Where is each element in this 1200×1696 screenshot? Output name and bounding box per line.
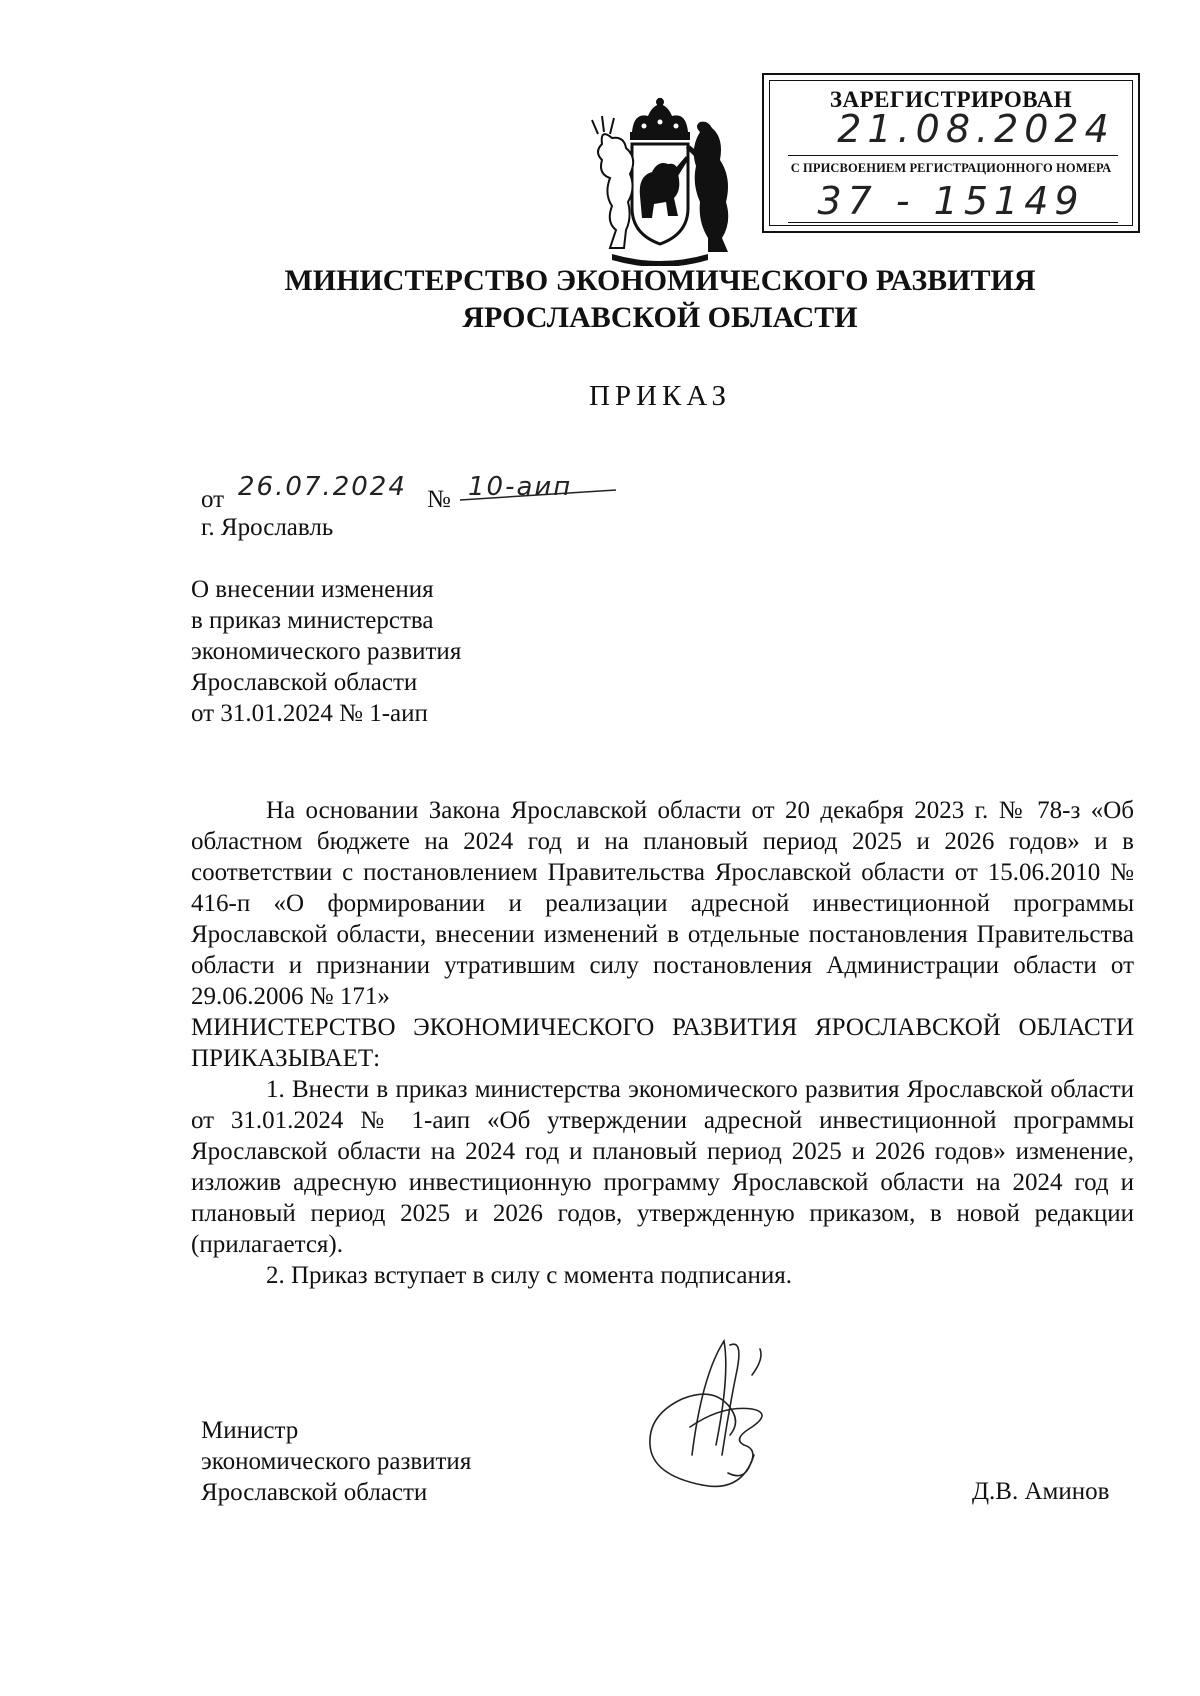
order-item-1: 1. Внести в приказ министерства экономического развития Ярославской области от 31.01.2024 № 1-аип «Об утверждении адресной инвестиционной программы Ярославской области на 2024 год и плановый период 2025 и 2026 годов» изменение, изложив адресную инвестиционную программу Ярославской области на 2024 год и плановый период 2025 и 2026 годов, утвержденную приказом, в новой редакции (прилагается). bbox=[191, 1076, 1134, 1258]
subject-line: О внесении изменения bbox=[191, 576, 434, 603]
order-body bbox=[191, 795, 1134, 1291]
order-subject bbox=[191, 574, 461, 729]
stamp-subtitle: С ПРИСВОЕНИЕМ РЕГИСТРАЦИОННОГО НОМЕРА bbox=[790, 161, 1112, 175]
order-number: 10-аип bbox=[468, 472, 573, 502]
registration-stamp bbox=[762, 73, 1140, 233]
signatory-name: Д.В. Аминов bbox=[972, 1478, 1110, 1505]
ministry-name-line1: МИНИСТЕРСТВО ЭКОНОМИЧЕСКОГО РАЗВИТИЯ bbox=[284, 264, 1036, 297]
order-number-label: № bbox=[427, 486, 451, 513]
stamp-registration-number: 37 - 15149 bbox=[817, 179, 1085, 223]
stamp-divider bbox=[788, 222, 1118, 223]
stamp-title: ЗАРЕГИСТРИРОВАН bbox=[829, 87, 1073, 112]
subject-line: в приказ министерства bbox=[191, 607, 434, 634]
order-item-2: 2. Приказ вступает в силу с момента подписания. bbox=[266, 1262, 792, 1289]
position-line: экономического развития bbox=[201, 1448, 472, 1475]
subject-line: экономического развития bbox=[191, 638, 462, 665]
order-date: 26.07.2024 bbox=[238, 472, 407, 502]
coat-of-arms-icon bbox=[582, 98, 738, 266]
stamp-divider bbox=[788, 155, 1118, 156]
number-underline bbox=[460, 486, 620, 504]
signatory-position bbox=[201, 1415, 471, 1508]
preamble-paragraph: На основании Закона Ярославской области от 20 декабря 2023 г. № 78-з «Об областном бюджете на 2024 год и на плановый период 2025 и 2026 годов» и в соответствии с постановлением Правительства Ярославской области от 15.06.2010 № 416-п «О формировании и реализации адресной инвестиционной программы Ярославской области, внесении изменений в отдельные постановления Правительства области и признании утратившим силу постановления Администрации области от 29.06.2006 № 171» bbox=[191, 797, 1134, 1010]
order-from-label: от bbox=[201, 486, 225, 513]
order-city: г. Ярославль bbox=[201, 514, 334, 541]
ministry-name-line2: ЯРОСЛАВСКОЙ ОБЛАСТИ bbox=[462, 301, 858, 334]
subject-line: Ярославской области bbox=[191, 669, 418, 696]
subject-line: от 31.01.2024 № 1-аип bbox=[191, 700, 428, 727]
order-directive: МИНИСТЕРСТВО ЭКОНОМИЧЕСКОГО РАЗВИТИЯ ЯРОСЛАВСКОЙ ОБЛАСТИ ПРИКАЗЫВАЕТ: bbox=[191, 1014, 1134, 1072]
stamp-registration-date: 21.08.2024 bbox=[837, 107, 1115, 151]
position-line: Министр bbox=[201, 1417, 299, 1444]
position-line: Ярославской области bbox=[201, 1479, 428, 1506]
handwritten-signature bbox=[632, 1335, 792, 1505]
document-type: ПРИКАЗ bbox=[588, 380, 732, 412]
